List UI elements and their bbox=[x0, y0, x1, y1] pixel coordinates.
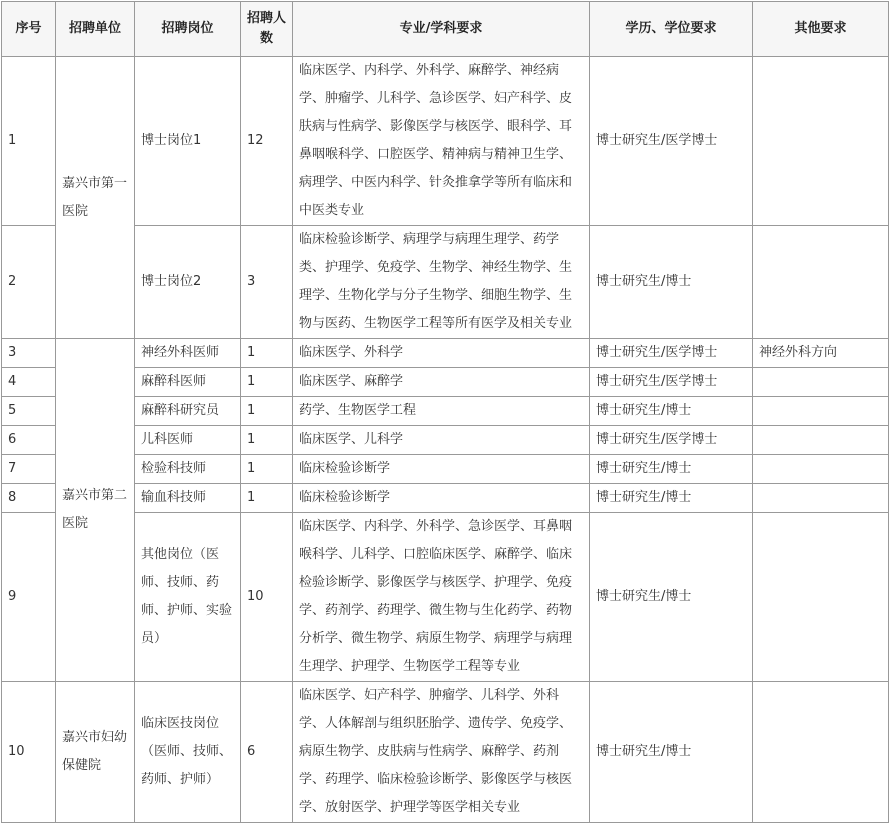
cell-degree: 博士研究生/博士 bbox=[590, 455, 753, 484]
cell-unit: 嘉兴市第二医院 bbox=[56, 339, 135, 682]
cell-other bbox=[753, 426, 889, 455]
cell-major: 临床检验诊断学、病理学与病理生理学、药学类、护理学、免疫学、生物学、神经生物学、生理学、生物化学与分子生物学、细胞生物学、生物与医药、生物医学工程等所有医学及相关专业 bbox=[293, 226, 590, 339]
cell-other bbox=[753, 226, 889, 339]
table-row bbox=[2, 426, 889, 455]
cell-other bbox=[753, 57, 889, 226]
cell-post: 临床医技岗位（医师、技师、药师、护师） bbox=[135, 682, 241, 823]
table-row bbox=[2, 455, 889, 484]
cell-post: 麻醉科研究员 bbox=[135, 397, 241, 426]
cell-other bbox=[753, 484, 889, 513]
cell-post: 其他岗位（医师、技师、药师、护师、实验员） bbox=[135, 513, 241, 682]
cell-count: 10 bbox=[241, 513, 293, 682]
cell-seq: 10 bbox=[2, 682, 56, 823]
table-row bbox=[2, 397, 889, 426]
cell-seq: 3 bbox=[2, 339, 56, 368]
header-unit: 招聘单位 bbox=[56, 2, 135, 57]
cell-count: 1 bbox=[241, 368, 293, 397]
cell-degree: 博士研究生/博士 bbox=[590, 513, 753, 682]
cell-degree: 博士研究生/博士 bbox=[590, 484, 753, 513]
header-other: 其他要求 bbox=[753, 2, 889, 57]
cell-seq: 1 bbox=[2, 57, 56, 226]
cell-seq: 4 bbox=[2, 368, 56, 397]
header-degree: 学历、学位要求 bbox=[590, 2, 753, 57]
cell-degree: 博士研究生/博士 bbox=[590, 226, 753, 339]
cell-other bbox=[753, 455, 889, 484]
cell-degree: 博士研究生/博士 bbox=[590, 397, 753, 426]
cell-count: 3 bbox=[241, 226, 293, 339]
cell-count: 1 bbox=[241, 455, 293, 484]
table-row bbox=[2, 339, 889, 368]
cell-other bbox=[753, 397, 889, 426]
cell-post: 麻醉科医师 bbox=[135, 368, 241, 397]
cell-degree: 博士研究生/博士 bbox=[590, 682, 753, 823]
cell-post: 博士岗位1 bbox=[135, 57, 241, 226]
cell-count: 1 bbox=[241, 484, 293, 513]
cell-other: 神经外科方向 bbox=[753, 339, 889, 368]
cell-count: 1 bbox=[241, 426, 293, 455]
cell-degree: 博士研究生/医学博士 bbox=[590, 426, 753, 455]
cell-major: 药学、生物医学工程 bbox=[293, 397, 590, 426]
cell-seq: 8 bbox=[2, 484, 56, 513]
cell-degree: 博士研究生/医学博士 bbox=[590, 368, 753, 397]
table-row bbox=[2, 513, 889, 682]
table-row bbox=[2, 368, 889, 397]
cell-major: 临床检验诊断学 bbox=[293, 455, 590, 484]
header-row bbox=[2, 2, 889, 57]
table-row bbox=[2, 57, 889, 226]
cell-major: 临床医学、外科学 bbox=[293, 339, 590, 368]
header-seq: 序号 bbox=[2, 2, 56, 57]
cell-major: 临床医学、内科学、外科学、麻醉学、神经病学、肿瘤学、儿科学、急诊医学、妇产科学、皮肤病与性病学、影像医学与核医学、眼科学、耳鼻咽喉科学、口腔医学、精神病与精神卫生学、病理学、中医内科学、针灸推拿学等所有临床和中医类专业 bbox=[293, 57, 590, 226]
header-major: 专业/学科要求 bbox=[293, 2, 590, 57]
cell-major: 临床医学、儿科学 bbox=[293, 426, 590, 455]
cell-major: 临床医学、妇产科学、肿瘤学、儿科学、外科学、人体解剖与组织胚胎学、遗传学、免疫学、病原生物学、皮肤病与性病学、麻醉学、药剂学、药理学、临床检验诊断学、影像医学与核医学、放射医学、护理学等医学相关专业 bbox=[293, 682, 590, 823]
cell-other bbox=[753, 513, 889, 682]
header-count: 招聘人数 bbox=[241, 2, 293, 57]
cell-major: 临床检验诊断学 bbox=[293, 484, 590, 513]
cell-post: 儿科医师 bbox=[135, 426, 241, 455]
cell-unit: 嘉兴市妇幼保健院 bbox=[56, 682, 135, 823]
table-row bbox=[2, 682, 889, 823]
cell-major: 临床医学、麻醉学 bbox=[293, 368, 590, 397]
cell-post: 博士岗位2 bbox=[135, 226, 241, 339]
cell-post: 输血科技师 bbox=[135, 484, 241, 513]
cell-other bbox=[753, 682, 889, 823]
cell-post: 神经外科医师 bbox=[135, 339, 241, 368]
cell-major: 临床医学、内科学、外科学、急诊医学、耳鼻咽喉科学、儿科学、口腔临床医学、麻醉学、临床检验诊断学、影像医学与核医学、护理学、免疫学、药剂学、药理学、微生物与生化药学、药物分析学、微生物学、病原生物学、病理学与病理生理学、护理学、生物医学工程等专业 bbox=[293, 513, 590, 682]
cell-count: 1 bbox=[241, 397, 293, 426]
cell-seq: 9 bbox=[2, 513, 56, 682]
cell-count: 6 bbox=[241, 682, 293, 823]
recruitment-table bbox=[1, 1, 889, 823]
cell-degree: 博士研究生/医学博士 bbox=[590, 57, 753, 226]
cell-unit: 嘉兴市第一医院 bbox=[56, 57, 135, 339]
cell-other bbox=[753, 368, 889, 397]
cell-seq: 6 bbox=[2, 426, 56, 455]
cell-seq: 7 bbox=[2, 455, 56, 484]
cell-post: 检验科技师 bbox=[135, 455, 241, 484]
cell-seq: 5 bbox=[2, 397, 56, 426]
cell-seq: 2 bbox=[2, 226, 56, 339]
table-row bbox=[2, 226, 889, 339]
cell-count: 12 bbox=[241, 57, 293, 226]
cell-degree: 博士研究生/医学博士 bbox=[590, 339, 753, 368]
table-row bbox=[2, 484, 889, 513]
header-post: 招聘岗位 bbox=[135, 2, 241, 57]
cell-count: 1 bbox=[241, 339, 293, 368]
